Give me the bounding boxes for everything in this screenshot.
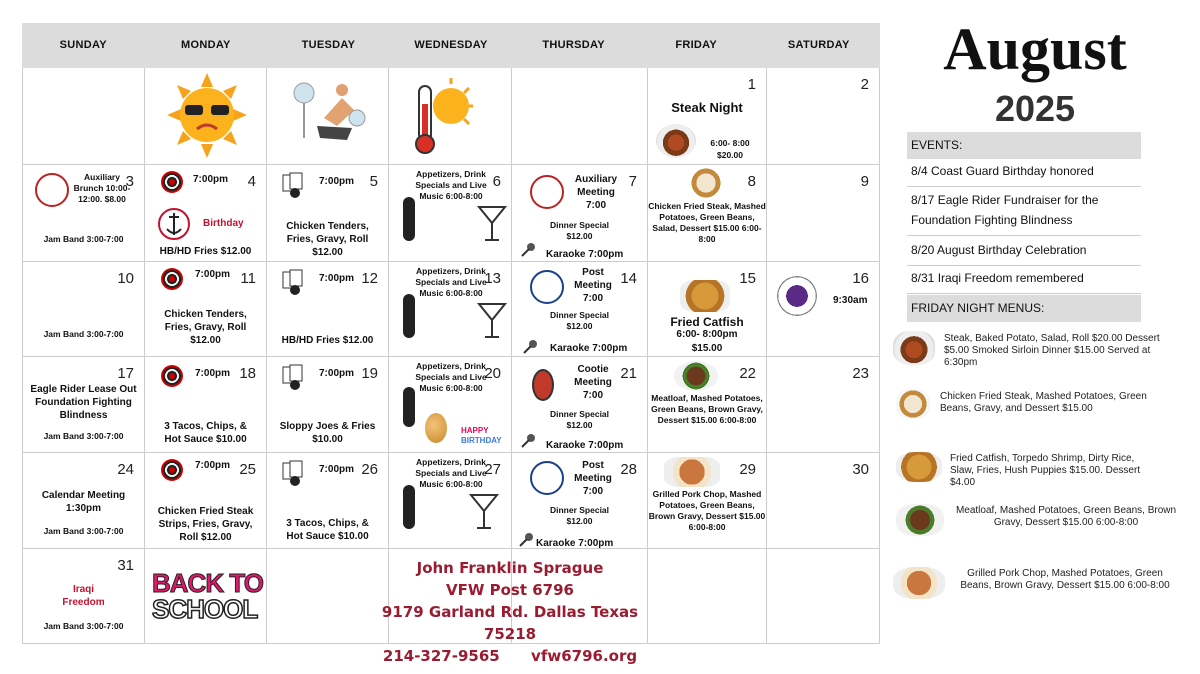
food-special: Sloppy Joes & Fries $10.00	[279, 421, 376, 445]
food-special: Chicken Tenders, Fries, Gravy, Roll $12.00	[286, 221, 369, 258]
post-contact-footer	[355, 557, 665, 667]
food-special: HB/HD Fries $12.00	[281, 335, 374, 346]
day-cell-16	[767, 262, 880, 357]
meatloaf-plate-image	[674, 361, 718, 391]
day-number: 29	[739, 461, 756, 478]
playing-cards-icon	[281, 171, 307, 199]
day-number: 10	[117, 270, 134, 287]
vfw-auxiliary-emblem-icon	[530, 175, 564, 209]
day-number: 30	[852, 461, 869, 478]
day-cell-17	[22, 357, 145, 453]
day-cell-13	[389, 262, 512, 357]
vfw-emblem-icon	[530, 461, 564, 495]
day-number: 1	[747, 76, 756, 93]
fried-catfish-menu-image	[896, 452, 942, 482]
back-to-text: BACK TO	[152, 568, 263, 598]
event-text: Auxiliary Brunch 10:00-12:00. $8.00	[73, 172, 131, 204]
day-number: 2	[860, 76, 869, 93]
event-text: Calendar Meeting 1:30pm	[41, 490, 126, 514]
day-cell-7	[512, 165, 648, 262]
day-number: 14	[620, 270, 637, 287]
day-header: MONDAY	[181, 39, 231, 51]
day-number: 21	[620, 365, 637, 382]
food-special: Chicken Tenders, Fries, Gravy, Roll $12.00	[164, 309, 247, 346]
day-cell-10	[22, 262, 145, 357]
event-price: $20.00	[717, 150, 743, 160]
day-header-row	[22, 23, 880, 68]
martini-glass-icon	[477, 300, 507, 340]
day-number: 15	[739, 270, 756, 287]
event-time: 7:00pm	[195, 460, 231, 471]
day-number: 11	[240, 270, 256, 287]
day-cell-28	[512, 453, 648, 549]
day-cell-2	[767, 68, 880, 165]
food-special: HB/HD Fries $12.00	[159, 246, 252, 257]
day-cell-5	[267, 165, 389, 262]
vfw-auxiliary-emblem-icon	[35, 173, 69, 207]
food-special: 3 Tacos, Chips, & Hot Sauce $10.00	[286, 518, 369, 542]
footer-address: 9179 Garland Rd. Dallas Texas 75218	[381, 603, 639, 643]
menu-item: Chicken Fried Steak, Mashed Potatoes, Green Beans, Gravy, and Dessert $15.00	[940, 391, 1147, 414]
day-number: 20	[484, 365, 501, 382]
karaoke: Karaoke 7:00pm	[536, 538, 614, 549]
empty-cell	[767, 549, 880, 644]
karaoke: Karaoke 7:00pm	[550, 343, 628, 354]
day-cell-9	[767, 165, 880, 262]
playing-cards-icon	[281, 363, 307, 391]
cootie-bug-icon	[532, 369, 554, 401]
chicken-fried-steak-menu-image	[896, 389, 930, 419]
day-cell-20	[389, 357, 512, 453]
menus-header: FRIDAY NIGHT MENUS:	[907, 295, 1141, 322]
menu-text: Chicken Fried Steak, Mashed Potatoes, Green Beans, Salad, Dessert $15.00 6:00-8:00	[648, 201, 766, 244]
school-text: SCHOOL	[152, 594, 258, 624]
meeting-text: Auxiliary Meeting 7:00	[574, 174, 618, 211]
thermometer-cell	[389, 68, 512, 165]
birthday-text: BIRTHDAY	[461, 436, 502, 445]
menu-item: Steak, Baked Potato, Salad, Roll $20.00 Dessert $5.00 Smoked Sirloin Dinner $15.00 Served at 6:30pm	[944, 333, 1160, 368]
coast-guard-emblem-icon	[157, 207, 191, 241]
empty-cell	[648, 549, 767, 644]
dinner-special: Dinner Special $12.00	[549, 220, 610, 241]
guitar-icon	[403, 485, 415, 529]
fan-person-icon	[292, 78, 367, 148]
relaxing-person-cell	[267, 68, 389, 165]
day-header: TUESDAY	[301, 39, 356, 51]
day-number: 12	[361, 270, 378, 287]
birthday-label: Birthday	[203, 218, 244, 229]
jam-band: Jam Band 3:00-7:00	[43, 329, 124, 339]
karaoke: Karaoke 7:00pm	[546, 440, 624, 451]
day-header: SUNDAY	[59, 39, 107, 51]
day-cell-30	[767, 453, 880, 549]
day-number: 24	[117, 461, 134, 478]
day-number: 31	[117, 557, 134, 574]
microphone-icon	[520, 242, 536, 258]
dinner-special: Dinner Special $12.00	[549, 409, 610, 430]
day-cell-25	[145, 453, 267, 549]
event-time: 7:00pm	[195, 368, 231, 379]
day-number: 19	[361, 365, 378, 382]
day-number: 28	[620, 461, 637, 478]
microphone-icon	[520, 433, 536, 449]
event-price: $15.00	[691, 343, 723, 354]
karaoke: Karaoke 7:00pm	[546, 249, 624, 260]
day-cell-26	[267, 453, 389, 549]
day-cell-29	[648, 453, 767, 549]
month-title: August	[943, 16, 1127, 82]
day-number: 16	[852, 270, 869, 287]
event-item: 8/17 Eagle Rider Fundraiser for the Foundation Fighting Blindness	[907, 190, 1141, 236]
chicken-fried-steak-image	[688, 167, 724, 199]
meatloaf-menu-image	[896, 504, 944, 536]
events-header: EVENTS:	[907, 132, 1141, 159]
dartboard-icon	[161, 171, 183, 193]
event-time: 6:00- 8:00pm	[676, 329, 738, 340]
dinner-special: Dinner Special $12.00	[549, 310, 610, 331]
pork-chop-menu-image	[893, 567, 945, 599]
guitar-icon	[403, 197, 415, 241]
footer-post: VFW Post 6796	[446, 581, 574, 599]
event-item: 8/4 Coast Guard Birthday honored	[907, 161, 1141, 187]
day-number: 22	[739, 365, 756, 382]
playing-cards-icon	[281, 459, 307, 487]
meeting-text: Cootie Meeting 7:00	[574, 364, 612, 401]
day-number: 4	[247, 173, 256, 190]
microphone-icon	[518, 532, 534, 548]
fried-catfish-image	[680, 280, 730, 312]
day-number: 25	[239, 461, 256, 478]
day-number: 7	[628, 173, 637, 190]
sun-icon	[167, 73, 247, 158]
dartboard-icon	[161, 268, 183, 290]
day-cell-11	[145, 262, 267, 357]
event-time: 7:00pm	[195, 269, 231, 280]
day-number: 8	[747, 173, 756, 190]
meeting-text: Post Meeting 7:00	[574, 460, 612, 497]
purple-heart-emblem-icon	[775, 274, 819, 318]
event-text: Appetizers, Drink Specials and Live Music 6:00-8:00	[415, 266, 487, 298]
guitar-icon	[403, 387, 415, 427]
event-title: Steak Night	[671, 100, 743, 115]
day-number: 6	[492, 173, 501, 190]
event-time: 7:00pm	[319, 464, 355, 475]
event-text: Eagle Rider Lease Out Foundation Fighting Blindness	[30, 384, 137, 421]
food-special: Chicken Fried Steak Strips, Fries, Gravy, Roll $12.00	[157, 506, 254, 543]
day-cell-24	[22, 453, 145, 549]
jam-band: Jam Band 3:00-7:00	[43, 526, 124, 536]
food-special: 3 Tacos, Chips, & Hot Sauce $10.00	[164, 421, 247, 445]
day-cell-14	[512, 262, 648, 357]
day-cell-3	[22, 165, 145, 262]
day-header: THURSDAY	[542, 39, 605, 51]
empty-cell	[512, 68, 648, 165]
event-text: Appetizers, Drink Specials and Live Music 6:00-8:00	[415, 169, 487, 201]
microphone-icon	[522, 339, 538, 355]
dinner-special: Dinner Special $12.00	[549, 505, 610, 526]
day-cell-22	[648, 357, 767, 453]
day-number: 17	[117, 365, 134, 382]
day-header: FRIDAY	[675, 39, 718, 51]
event-item: 8/20 August Birthday Celebration	[907, 240, 1141, 266]
dartboard-icon	[161, 459, 183, 481]
thermometer-sun-icon	[411, 76, 476, 156]
event-time: 7:00pm	[193, 174, 229, 185]
event-time: 7:00pm	[319, 368, 355, 379]
day-cell-1	[648, 68, 767, 165]
jam-band: Jam Band 3:00-7:00	[43, 431, 124, 441]
event-time: 7:00pm	[319, 176, 355, 187]
day-header: SATURDAY	[787, 39, 850, 51]
day-cell-15	[648, 262, 767, 357]
day-number: 18	[239, 365, 256, 382]
event-text: Iraqi Freedom	[62, 584, 105, 608]
footer-name: John Franklin Sprague	[416, 559, 604, 577]
day-cell-21	[512, 357, 648, 453]
jam-band: Jam Band 3:00-7:00	[43, 234, 124, 244]
day-cell-8	[648, 165, 767, 262]
empty-cell	[22, 68, 145, 165]
day-cell-12	[267, 262, 389, 357]
dartboard-icon	[161, 365, 183, 387]
pork-chop-plate-image	[664, 457, 720, 487]
day-cell-18	[145, 357, 267, 453]
back-to-school-graphic	[152, 570, 263, 622]
jam-band: Jam Band 3:00-7:00	[43, 621, 124, 631]
event-text: Appetizers, Drink Specials and Live Music 6:00-8:00	[415, 361, 487, 393]
event-title: Fried Catfish	[670, 315, 744, 329]
steak-menu-image	[893, 331, 935, 365]
day-number: 5	[369, 173, 378, 190]
day-number: 23	[852, 365, 869, 382]
sun-cell	[145, 68, 267, 165]
happy-text: HAPPY	[461, 426, 489, 435]
menu-item: Meatloaf, Mashed Potatoes, Green Beans, Brown Gravy, Dessert $15.00 6:00-8:00	[955, 505, 1177, 528]
event-time: 6:00- 8:00	[710, 138, 750, 148]
menu-text: Grilled Pork Chop, Mashed Potatoes, Green Beans, Brown Gravy, Dessert $15.00 6:00-8:00	[648, 489, 766, 532]
day-number: 26	[361, 461, 378, 478]
event-time: 7:00pm	[319, 273, 355, 284]
day-cell-19	[267, 357, 389, 453]
day-number: 9	[860, 173, 869, 190]
day-cell-6	[389, 165, 512, 262]
year-title: 2025	[994, 88, 1076, 129]
day-number: 3	[125, 173, 134, 190]
footer-contact: 214-327-9565 vfw6796.org	[382, 647, 638, 665]
day-header: WEDNESDAY	[414, 39, 488, 51]
day-number: 27	[484, 461, 501, 478]
guitar-icon	[403, 294, 415, 338]
day-cell-31	[22, 549, 145, 644]
day-number: 13	[484, 270, 501, 287]
day-cell-27	[389, 453, 512, 549]
steak-plate-image	[656, 124, 696, 158]
event-item: 8/31 Iraqi Freedom remembered	[907, 268, 1141, 294]
menu-text: Meatloaf, Mashed Potatoes, Green Beans, Brown Gravy, Dessert $15.00 6:00-8:00	[651, 393, 763, 425]
vfw-emblem-icon	[530, 270, 564, 304]
event-text: Appetizers, Drink Specials and Live Music 6:00-8:00	[415, 457, 487, 489]
event-time: 9:30am	[833, 295, 868, 306]
martini-glass-icon	[469, 491, 499, 531]
balloons-icon	[425, 413, 447, 443]
menu-item: Grilled Pork Chop, Mashed Potatoes, Green Beans, Brown Gravy, Dessert $15.00 6:00-8:00	[960, 568, 1170, 591]
day-cell-4	[145, 165, 267, 262]
day-cell-23	[767, 357, 880, 453]
menu-item: Fried Catfish, Torpedo Shrimp, Dirty Rice, Slaw, Fries, Hush Puppies $15.00. Dessert $4.00	[950, 453, 1141, 488]
martini-glass-icon	[477, 203, 507, 243]
meeting-text: Post Meeting 7:00	[574, 267, 612, 304]
playing-cards-icon	[281, 268, 307, 296]
